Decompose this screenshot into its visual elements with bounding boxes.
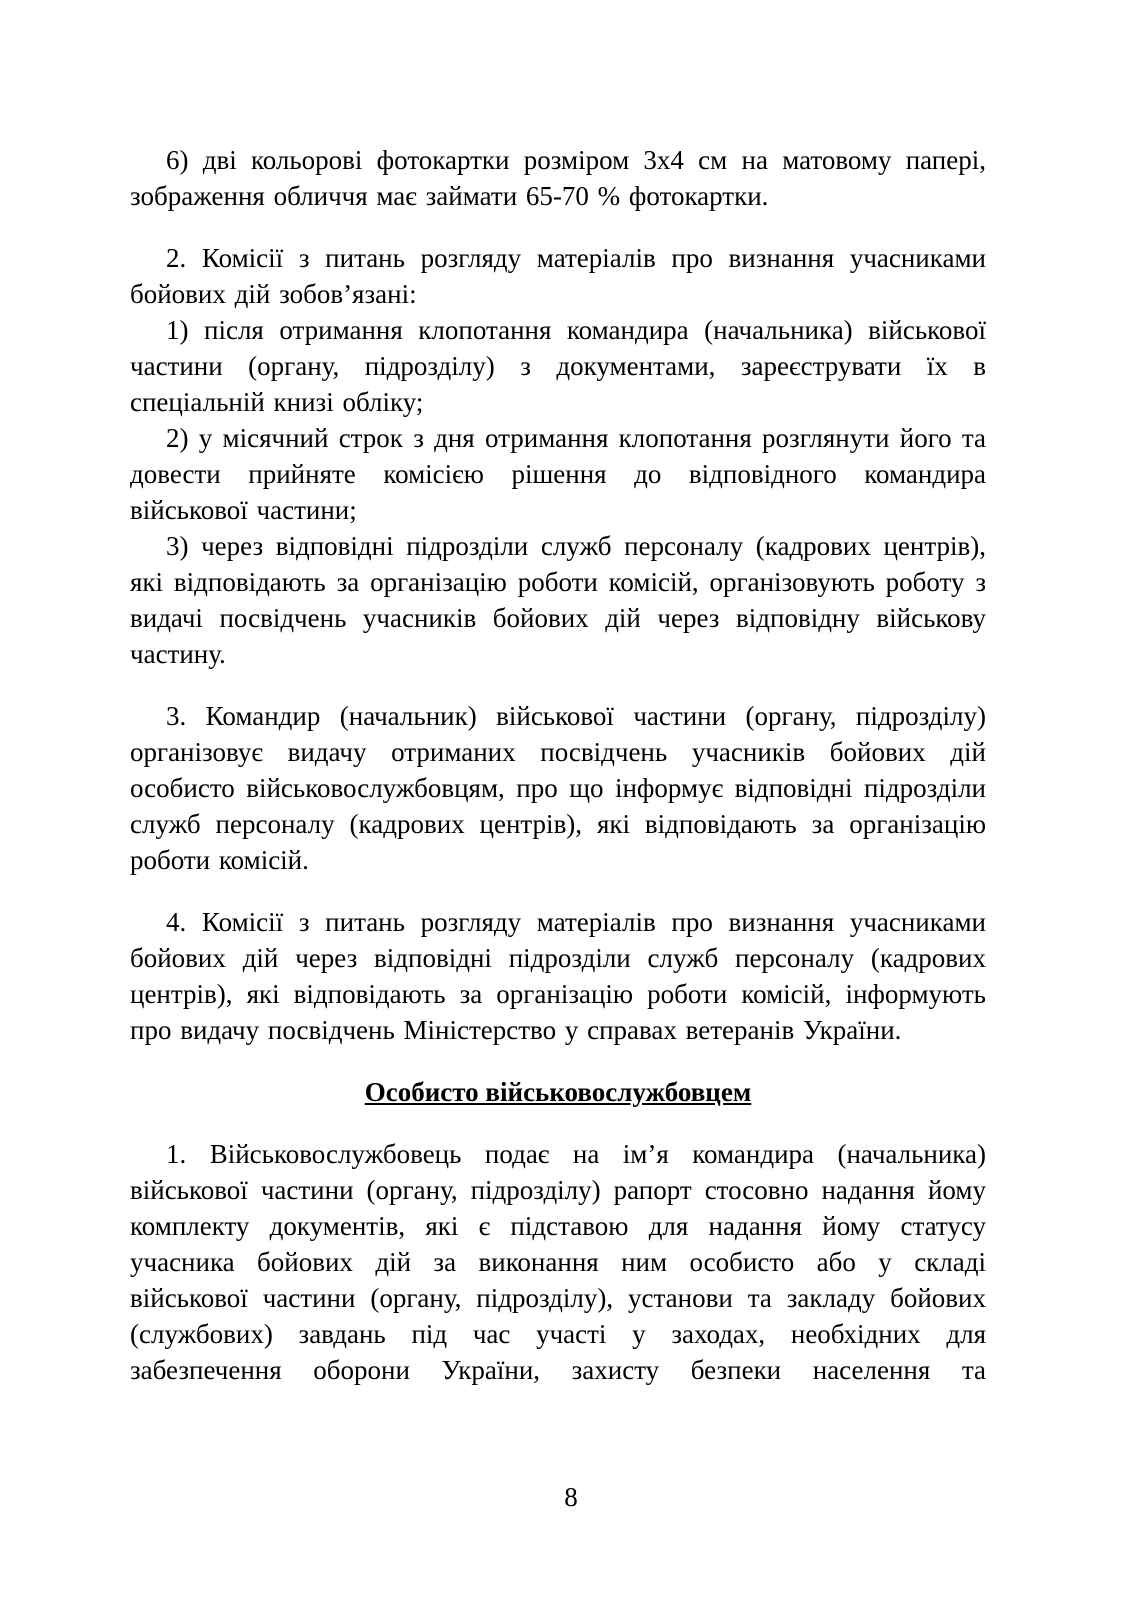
paragraph-3-commander: 3. Командир (начальник) військової частини (органу, підрозділу) організовує видачу отриманих посвідчень учасників бойових дій особисто військовослужбовцям, про що інформує відповідні підрозділи служб персоналу (кадрових центрів), які відповідають за організацію роботи комісій. <box>130 701 986 875</box>
section-heading <box>130 1074 986 1110</box>
paragraph-2-subitem-2: 2) у місячний строк з дня отримання клопотання розглянути його та довести прийняте комісією рішення до відповідного командира військової частини; <box>130 423 986 525</box>
page-number: 8 <box>564 1482 578 1512</box>
paragraph-4-commissions: 4. Комісії з питань розгляду матеріалів про визнання учасниками бойових дій через відповідні підрозділи служб персоналу (кадрових центрів), які відповідають за організацію роботи комісій, інформують про видачу посвідчень Міністерство у справах ветеранів України. <box>130 907 986 1045</box>
section-heading-text: Особисто військовослужбовцем <box>364 1077 752 1107</box>
paragraph-2-subitem-1: 1) після отримання клопотання командира (начальника) військової частини (органу, підрозділу) з документами, зареєструвати їх в спеціальній книзі обліку; <box>130 315 986 417</box>
paragraph-photo-requirements: 6) дві кольорові фотокартки розміром 3х4 см на матовому папері, зображення обличчя має займати 65-70 % фотокартки. <box>130 145 986 211</box>
paragraph-personal-serviceman-1: 1. Військовослужбовець подає на ім’я командира (начальника) військової частини (органу, підрозділу) рапорт стосовно надання йому комплекту документів, які є підставою для надання йому статусу учасника бойових дій за виконання ним особисто або у складі військової частини (органу, підрозділу), установи та закладу бойових (службових) завдань під час участі у заходах, необхідних для забезпечення оборони України, захисту безпеки населення та <box>130 1139 986 1385</box>
paragraph-2-intro: 2. Комісії з питань розгляду матеріалів про визнання учасниками бойових дій зобов’язані: <box>130 243 986 309</box>
paragraph-2-subitem-3: 3) через відповідні підрозділи служб персоналу (кадрових центрів), які відповідають за організацію роботи комісій, організовують роботу з видачі посвідчень учасників бойових дій через відповідну військову частину. <box>130 531 986 669</box>
